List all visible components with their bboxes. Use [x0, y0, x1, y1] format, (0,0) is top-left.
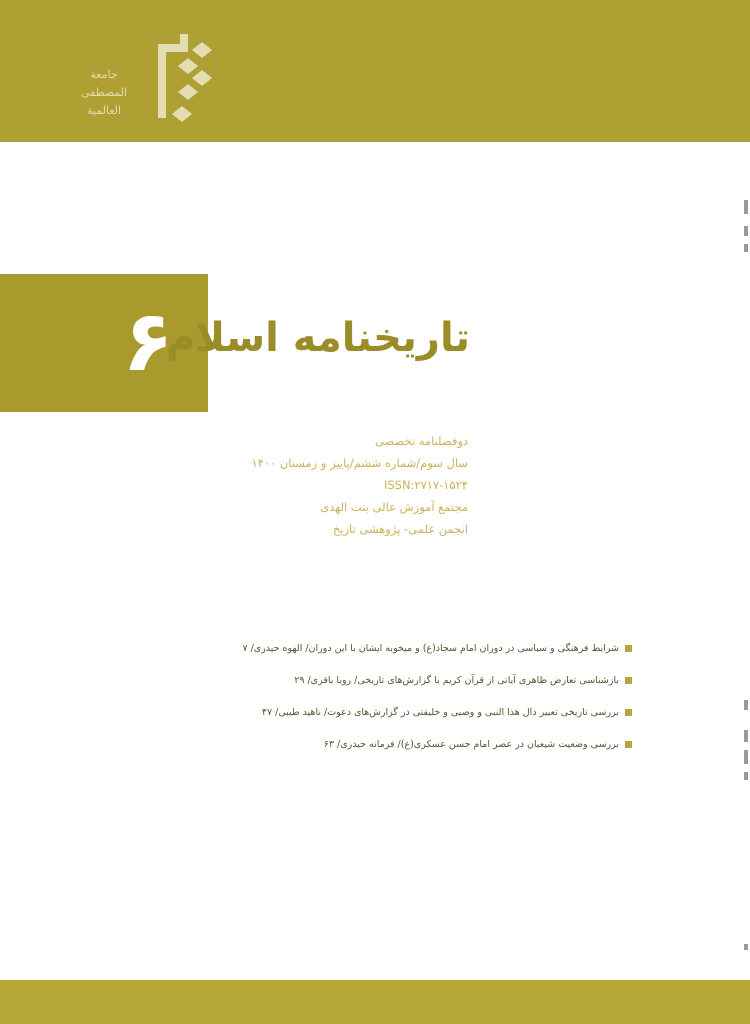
edge-mark [744, 772, 748, 780]
journal-volume: سال سوم/شماره ششم/پاییز و زمستان ۱۴۰۰ [251, 456, 468, 470]
logo-line-1: جامعة [90, 68, 118, 81]
toc-item [140, 728, 632, 760]
edge-mark [744, 200, 748, 214]
edge-mark [744, 730, 748, 742]
edge-mark [744, 944, 748, 950]
journal-title: تاریخنامه اسلام [166, 315, 470, 361]
toc-item-text: بررسی وضعیت شیعیان در عصر امام حسن عسکری(ع)/ فرمانه حیدری/ ۶۳ [323, 738, 619, 750]
toc-item-text: بررسی تاریخی تعبیر دال هذا النبی و وصیی و خلیفتی در گزارش‌های دعوت/ ناهید طیبی/ ۴۷ [261, 706, 619, 718]
edge-mark [744, 244, 748, 252]
table-of-contents [140, 632, 632, 760]
edge-mark [744, 226, 748, 236]
toc-item [140, 664, 632, 696]
toc-item [140, 696, 632, 728]
bullet-icon [625, 741, 632, 748]
university-logo-icon [148, 30, 218, 135]
journal-issn: ISSN:۲۷۱۷-۱۵۲۴ [383, 478, 468, 492]
toc-item-text: بازشناسی تعارض ظاهری آیاتی از قرآن کریم با گزارش‌های تاریخی/ رویا باقری/ ۲۹ [294, 674, 619, 686]
journal-publisher: مجتمع آموزش عالی بنت الهدی [320, 500, 468, 514]
journal-type: دوفصلنامه تخصصی [374, 434, 468, 448]
toc-item [140, 632, 632, 664]
edge-mark [744, 700, 748, 710]
bullet-icon [625, 709, 632, 716]
logo-line-3: العالمية [87, 104, 121, 117]
toc-item-text: شرایط فرهنگی و سیاسی در دوران امام سجاد(ع) و میخوبه ایشان با این دوران/ الهوه حیدری/ ۷ [242, 642, 619, 654]
bullet-icon [625, 677, 632, 684]
journal-society: انجمن علمی- پژوهشی تاریخ [332, 522, 468, 536]
bottom-footer-band [0, 980, 750, 1024]
edge-mark [744, 750, 748, 764]
journal-meta [230, 430, 468, 540]
logo-text [66, 66, 142, 120]
spine-edge-marks [742, 0, 750, 1024]
logo-line-2: المصطفى [80, 86, 128, 99]
bullet-icon [625, 645, 632, 652]
issue-number: ۶ [122, 292, 174, 390]
